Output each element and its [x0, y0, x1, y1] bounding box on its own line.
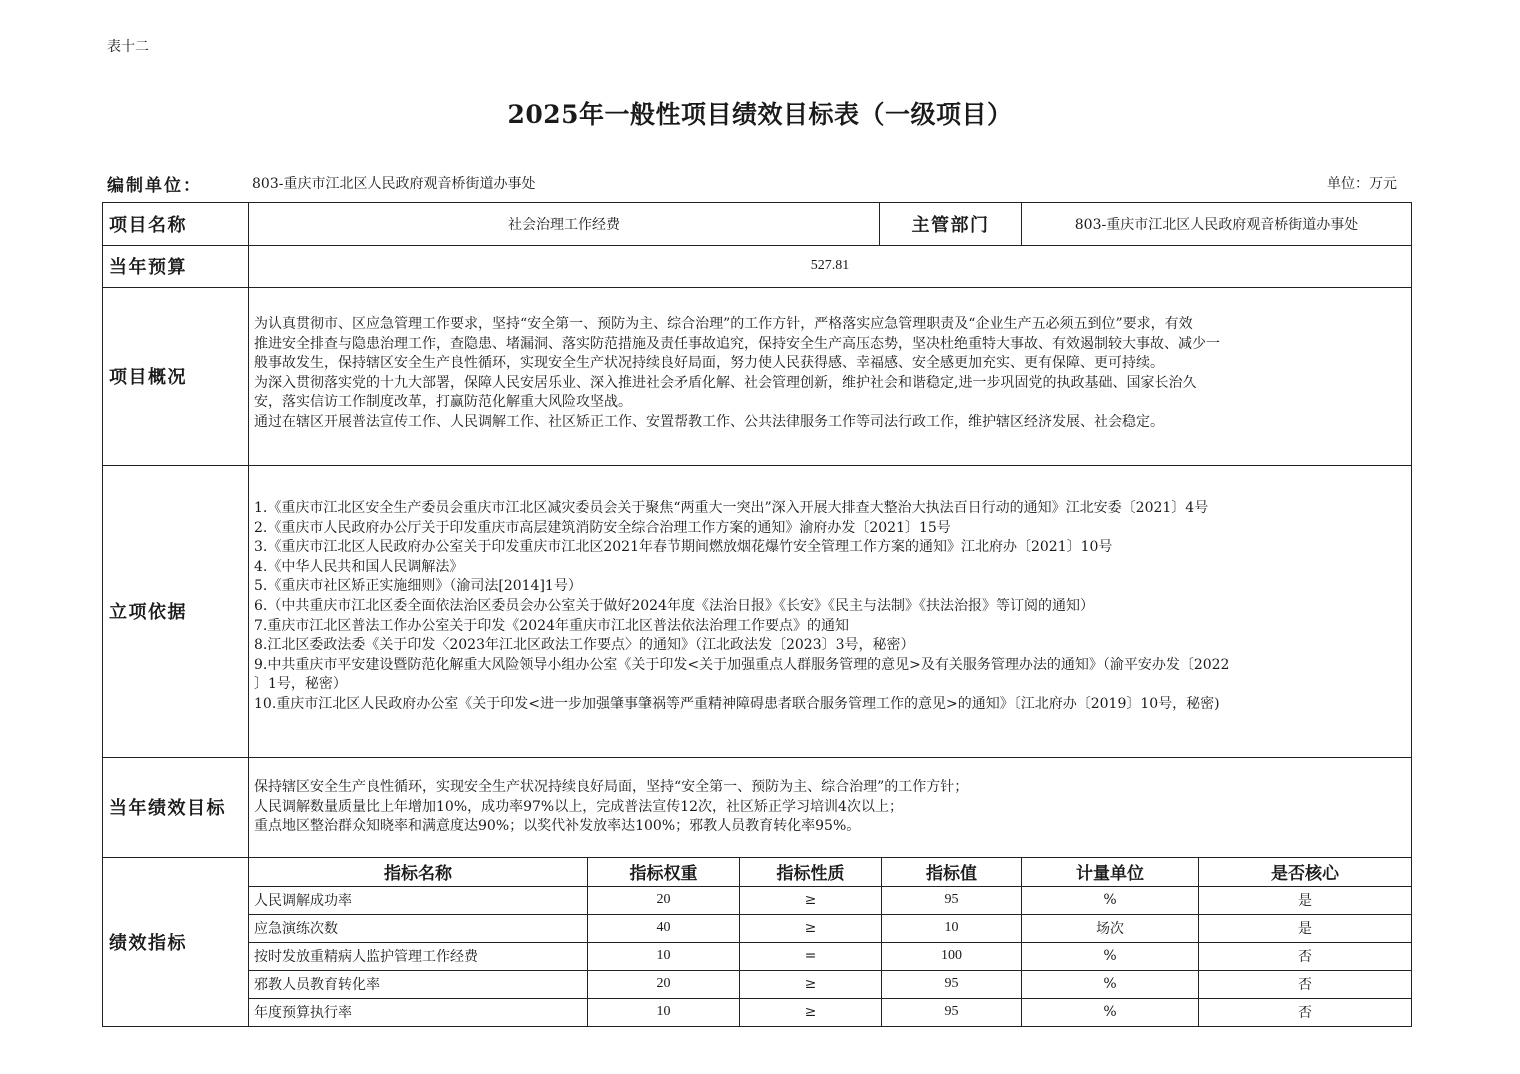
overview-line: 般事故发生，保持辖区安全生产良性循环，实现安全生产状况持续良好局面，努力使人民获得感、幸福感、安全感更加充实、更有保障、更可持续。: [254, 355, 1164, 372]
header-core: 是否核心: [1271, 864, 1339, 884]
basis-label: 立项依据: [109, 602, 187, 623]
overview-line: 通过在辖区开展普法宣传工作、人民调解工作、社区矫正工作、安置帮教工作、公共法律服务工作等司法行政工作，维护辖区经济发展、社会稳定。: [254, 413, 1164, 430]
indicator-core: 否: [1298, 977, 1312, 993]
basis-line: 〕1号，秘密）: [254, 676, 347, 693]
overview-text: [254, 315, 1411, 433]
department-label: 主管部门: [911, 215, 990, 236]
indicator-name: 邪教人员教育转化率: [254, 977, 380, 993]
unit-value: 803-重庆市江北区人民政府观音桥街道办事处: [252, 176, 536, 192]
form-tag: 表十二: [107, 39, 149, 55]
indicator-weight: 40: [656, 920, 671, 935]
indicator-nature: ≥: [804, 920, 817, 936]
goal-line: 保持辖区安全生产良性循环，实现安全生产状况持续良好局面，坚持“安全第一、预防为主、综合治理”的工作方针；: [254, 779, 969, 795]
overview-line: 安，落实信访工作制度改革，打赢防范化解重大风险攻坚战。: [254, 394, 632, 411]
indicator-core: 否: [1298, 1005, 1312, 1021]
goal-text: [254, 778, 1411, 837]
indicator-weight: 10: [656, 948, 671, 963]
project-name-label: 项目名称: [109, 215, 187, 236]
project-name-value: 社会治理工作经费: [508, 217, 620, 233]
indicator-nature: ≥: [804, 976, 817, 992]
indicator-value: 95: [944, 976, 959, 991]
basis-line: 10.重庆市江北区人民政府办公室《关于印发<进一步加强肇事肇祸等严重精神障碍患者联合服务管理工作的意见>的通知》〔江北府办〔2019〕10号，秘密): [254, 695, 1220, 712]
goal-line: 重点地区整治群众知晓率和满意度达90%；以奖代补发放率达100%；邪教人员教育转化率95%。: [254, 818, 861, 835]
basis-line: 2.《重庆市人民政府办公厅关于印发重庆市高层建筑消防安全综合治理工作方案的通知》渝府办发〔2021〕15号: [254, 519, 951, 536]
header-weight: 指标权重: [629, 864, 698, 884]
basis-line: 5.《重庆市社区矫正实施细则》（渝司法[2014]1号）: [254, 578, 582, 595]
department-value: 803-重庆市江北区人民政府观音桥街道办事处: [1074, 217, 1359, 233]
basis-line: 8.江北区委政法委《关于印发〈2023年江北区政法工作要点〉的通知》（江北政法发〔2023〕3号，秘密）: [254, 637, 915, 654]
indicator-unit: %: [1103, 1004, 1117, 1020]
money-unit: 单位：万元: [1327, 176, 1397, 192]
indicator-core: 是: [1298, 893, 1312, 909]
indicator-nature: ≥: [804, 892, 817, 908]
basis-line: 4.《中华人民共和国人民调解法》: [254, 558, 464, 575]
indicator-name: 人民调解成功率: [254, 893, 352, 909]
indicator-value: 95: [944, 892, 959, 907]
indicator-value: 100: [941, 948, 962, 963]
basis-line: 7.重庆市江北区普法工作办公室关于印发《2024年重庆市江北区普法依法治理工作要点》的通知: [254, 617, 849, 634]
overview-label: 项目概况: [109, 367, 187, 388]
basis-line: 3.《重庆市江北区人民政府办公室关于印发重庆市江北区2021年春节期间燃放烟花爆竹安全管理工作方案的通知》江北府办〔2021〕10号: [254, 539, 1113, 556]
overview-line: 为认真贯彻市、区应急管理工作要求，坚持“安全第一、预防为主、综合治理”的工作方针，严格落实应急管理职责及“企业生产五必须五到位”要求，有效: [254, 316, 1193, 332]
indicator-unit: %: [1103, 976, 1117, 992]
indicator-name: 年度预算执行率: [254, 1005, 352, 1021]
basis-line: 9.中共重庆市平安建设暨防范化解重大风险领导小组办公室《关于印发<关于加强重点人群服务管理的意见>及有关服务管理办法的通知》（渝平安办发〔2022: [254, 656, 1230, 673]
indicator-unit: %: [1103, 892, 1117, 908]
header-unit: 计量单位: [1076, 864, 1144, 884]
indicator-weight: 20: [656, 892, 671, 907]
goal-line: 人民调解数量质量比上年增加10%，成功率97%以上，完成普法宣传12次，社区矫正学习培训4次以上；: [254, 798, 903, 815]
budget-label: 当年预算: [109, 257, 187, 278]
indicator-core: 是: [1298, 921, 1312, 937]
indicator-nature: ≥: [804, 1004, 817, 1020]
header-nature: 指标性质: [776, 864, 845, 884]
indicator-weight: 10: [656, 1004, 671, 1019]
indicator-value: 10: [944, 920, 959, 935]
basis-line: 1.《重庆市江北区安全生产委员会重庆市江北区减灾委员会关于聚焦“两重大一突出”深入开展大排查大整治大执法百日行动的通知》江北安委〔2021〕4号: [254, 500, 1209, 516]
indicator-name: 按时发放重精病人监护管理工作经费: [254, 949, 478, 965]
basis-text: [254, 499, 1411, 715]
budget-value: 527.81: [810, 258, 850, 273]
performance-table: [102, 202, 1412, 1027]
indicator-name: 应急演练次数: [254, 921, 338, 937]
indicator-value: 95: [944, 1004, 959, 1019]
indicator-core: 否: [1298, 949, 1312, 965]
indicator-nature: =: [804, 948, 817, 964]
indicators-label: 绩效指标: [109, 932, 187, 954]
basis-line: 6.（中共重庆市江北区委全面依法治区委员会办公室关于做好2024年度《法治日报》《长安》《民主与法制》《扶法治报》等订阅的通知）: [254, 597, 1094, 614]
header-value: 指标值: [926, 864, 977, 884]
indicator-unit: %: [1103, 948, 1117, 964]
indicator-weight: 20: [656, 976, 671, 991]
header-name: 指标名称: [384, 864, 452, 884]
goal-label: 当年绩效目标: [109, 798, 226, 819]
overview-line: 为深入贯彻落实党的十九大部署，保障人民安居乐业、深入推进社会矛盾化解、社会管理创新，维护社会和谐稳定,进一步巩固党的执政基础、国家长治久: [254, 374, 1197, 391]
page-title: 2025年一般性项目绩效目标表（一级项目）: [507, 100, 1013, 129]
overview-line: 推进安全排查与隐患治理工作，查隐患、堵漏洞、落实防范措施及责任事故追究，保持安全生产高压态势，坚决杜绝重特大事故、有效遏制较大事故、减少一: [254, 335, 1220, 352]
indicator-unit: 场次: [1096, 921, 1124, 937]
unit-label: 编制单位：: [107, 176, 202, 196]
